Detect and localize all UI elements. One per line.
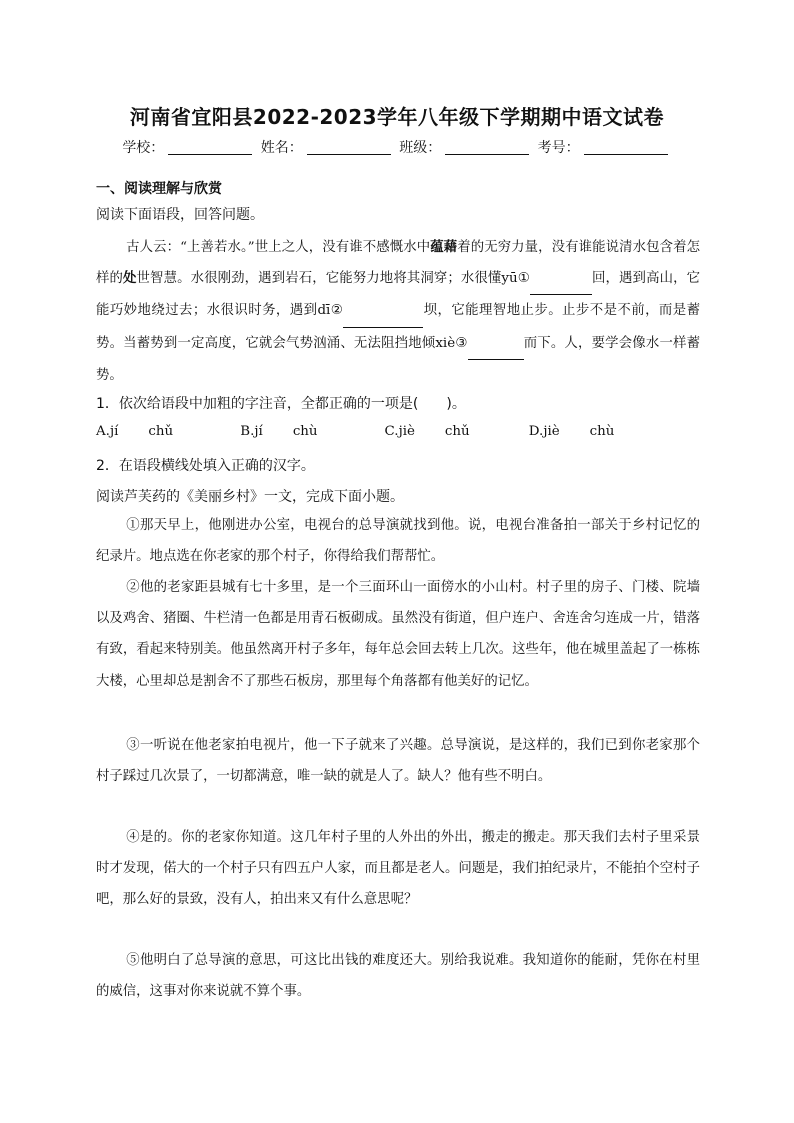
passage-paragraph: 古人云：“上善若水。”世上之人，没有谁不感慨水中蕴藉着的无穷力量，没有谁能说清水包含着怎样的处世智慧。水很刚劲，遇到岩石，它能努力地将其洞穿；水很懂yū① 回，遇到高山，它能巧妙地绕过去；水很识时务，遇到dī② 坝，它能理智地止步。止步不是不前，而是蓄势。当蓄势到一定高度，它就会气势汹涌、无法阻挡地倾xiè③ 而下。人，要学会像水一样蓄势。 bbox=[96, 239, 701, 383]
student-info-fields bbox=[0, 137, 794, 157]
name-label: 姓名： bbox=[260, 140, 303, 156]
question-2: 2．在语段横线处填入正确的汉字。 bbox=[96, 458, 315, 474]
question-1: 1．依次给语段中加粗的字注音，全都正确的一项是( )。 bbox=[96, 396, 466, 412]
name-blank[interactable] bbox=[307, 139, 391, 155]
question-1-options bbox=[96, 424, 649, 439]
class-label: 班级： bbox=[399, 140, 442, 156]
story-paragraph-5: ⑤他明白了总导演的意思，可这比出钱的难度还大。别给我说难。我知道你的能耐，凭你在村里的威信，这事对你来说就不算个事。 bbox=[96, 953, 700, 1000]
section-heading: 一、阅读理解与欣赏 bbox=[96, 181, 222, 197]
answer-blank-2[interactable] bbox=[343, 295, 423, 327]
reading-instruction: 阅读下面语段，回答问题。 bbox=[96, 207, 264, 223]
option-d[interactable]: D.jiè chù bbox=[528, 424, 615, 439]
story-paragraph-2: ②他的老家距县城有七十多里，是一个三面环山一面傍水的小山村。村子里的房子、门楼、院墙以及鸡舍、猪圈、牛栏清一色都是用青石板砌成。虽然没有街道，但户连户、舍连舍匀连成一片，错落有致，看起来特别美。他虽然离开村子多年，每年总会回去转上几次。这些年，他在城里盖起了一栋栋大楼，心里却总是割舍不了那些石板房，那里每个角落都有他美好的记忆。 bbox=[96, 580, 700, 689]
reading-instruction-2: 阅读芦芙药的《美丽乡村》一文，完成下面小题。 bbox=[96, 489, 404, 505]
option-a[interactable]: A.jí chǔ bbox=[96, 424, 174, 439]
answer-blank-1[interactable] bbox=[530, 263, 592, 295]
school-blank[interactable] bbox=[168, 139, 252, 155]
bold-word-2: 处 bbox=[123, 270, 137, 287]
option-b[interactable]: B.jí chù bbox=[240, 424, 318, 439]
school-label: 学校： bbox=[122, 140, 165, 156]
story-paragraph-3: ③一听说在他老家拍电视片，他一下子就来了兴趣。总导演说，是这样的，我们已到你老家那个村子踩过几次景了，一切都满意，唯一缺的就是人了。缺人？他有些不明白。 bbox=[96, 738, 700, 785]
story-paragraph-4: ④是的。你的老家你知道。这几年村子里的人外出的外出，搬走的搬走。那天我们去村子里采景时才发现，偌大的一个村子只有四五户人家，而且都是老人。问题是，我们拍纪录片，不能拍个空村子吧，那么好的景致，没有人，拍出来又有什么意思呢？ bbox=[96, 830, 700, 908]
option-c[interactable]: C.jiè chǔ bbox=[384, 424, 470, 439]
bold-word-1: 蕴藉 bbox=[430, 239, 458, 255]
class-blank[interactable] bbox=[445, 139, 529, 155]
page-title: 河南省宜阳县2022-2023学年八年级下学期期中语文试卷 bbox=[129, 105, 665, 129]
exam-number-label: 考号： bbox=[537, 140, 580, 156]
exam-number-blank[interactable] bbox=[584, 139, 668, 155]
story-paragraph-1: ①那天早上，他刚进办公室，电视台的总导演就找到他。说，电视台准备拍一部关于乡村记忆的纪录片。地点选在你老家的那个村子，你得给我们帮帮忙。 bbox=[96, 518, 700, 565]
answer-blank-3[interactable] bbox=[468, 328, 524, 360]
